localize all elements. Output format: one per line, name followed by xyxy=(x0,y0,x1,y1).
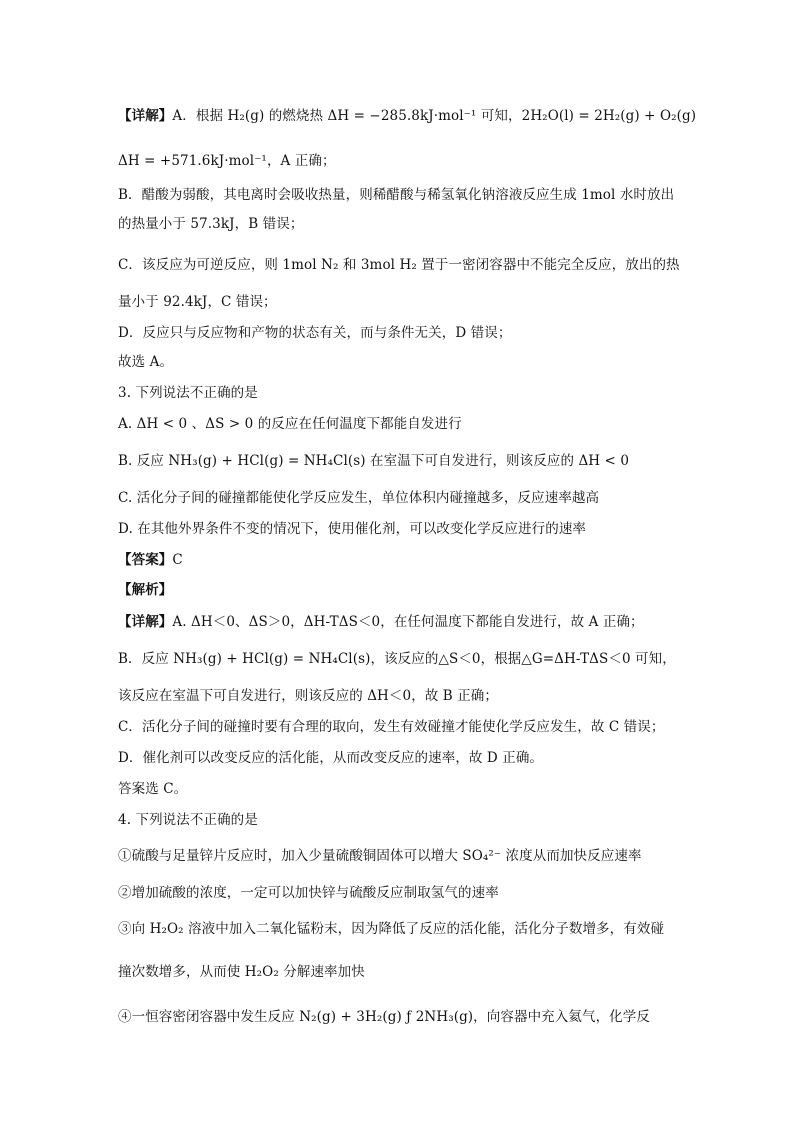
question-4-title: 4. 下列说法不正确的是 xyxy=(118,812,258,828)
statement-2: ②增加硫酸的浓度，一定可以加快锌与硫酸反应制取氢气的速率 xyxy=(118,885,499,901)
detail-label-2: 【详解】 xyxy=(118,614,173,630)
answer-label: 【答案】 xyxy=(118,552,173,568)
statement-1: ①硫酸与足量锌片反应时，加入少量硫酸铜固体可以增大 SO₄²⁻ 浓度从而加快反应速率 xyxy=(118,848,642,864)
option-b: B. 反应 NH₃(g) + HCl(g) = NH₄Cl(s) 在室温下可自发进行，则该反应的 ΔH < 0 xyxy=(118,453,630,469)
text-line-3: B．醋酸为弱酸，其电离时会吸收热量，则稀醋酸与稀氢氧化钠溶液反应生成 1mol 水时放出 xyxy=(118,187,675,203)
text-line-8: 故选 A。 xyxy=(118,354,174,370)
text-line-4: 的热量小于 57.3kJ，B 错误； xyxy=(118,216,304,232)
text-line-5: C．该反应为可逆反应，则 1mol N₂ 和 3mol H₂ 置于一密闭容器中不能完全反应，放出的热 xyxy=(118,257,680,273)
option-d: D. 在其他外界条件不变的情况下，使用催化剂，可以改变化学反应进行的速率 xyxy=(118,521,587,537)
detail-label: 【详解】 xyxy=(118,108,173,124)
text-line-21: 答案选 C。 xyxy=(118,781,188,797)
text-line-6: 量小于 92.4kJ，C 错误； xyxy=(118,294,277,310)
answer-line: 【答案】C xyxy=(118,552,183,568)
option-c: C. 活化分子间的碰撞都能使化学反应发生，单位体积内碰撞越多，反应速率越高 xyxy=(118,490,600,506)
question-3-title: 3. 下列说法不正确的是 xyxy=(118,385,258,401)
option-a: A. ΔH < 0 、ΔS > 0 的反应在任何温度下都能自发进行 xyxy=(118,416,462,432)
text-line-19: C．活化分子间的碰撞时要有合理的取向，发生有效碰撞才能使化学反应发生，故 C 错误； xyxy=(118,719,665,735)
text-line-20: D．催化剂可以改变反应的活化能，从而改变反应的速率，故 D 正确。 xyxy=(118,750,544,766)
analysis-label: 【解析】 xyxy=(118,582,173,598)
text-line-16: 【详解】A. ΔH＜0、ΔS＞0，ΔH-TΔS＜0，在任何温度下都能自发进行，故 A 正确； xyxy=(118,614,644,630)
text-line-17: B．反应 NH₃(g) + HCl(g) = NH₄Cl(s)，该反应的△S＜0，根据△G=ΔH-TΔS＜0 可知， xyxy=(118,651,676,667)
statement-3-line-2: 撞次数增多，从而使 H₂O₂ 分解速率加快 xyxy=(118,964,365,980)
text-line-18: 该反应在室温下可自发进行，则该反应的 ΔH＜0，故 B 正确； xyxy=(118,688,499,704)
text-line-1: 【详解】A．根据 H₂(g) 的燃烧热 ΔH = −285.8kJ·mol⁻¹ 可知，2H₂O(l) = 2H₂(g) + O₂(g) xyxy=(118,108,697,124)
statement-4: ④一恒容密闭容器中发生反应 N₂(g) + 3H₂(g) ƒ 2NH₃(g)，向容器中充入氦气，化学反 xyxy=(118,1009,650,1025)
analysis-line xyxy=(118,579,678,601)
text-line-7: D．反应只与反应物和产物的状态有关，而与条件无关，D 错误； xyxy=(118,325,512,341)
text-line-2: ΔH = +571.6kJ·mol⁻¹，A 正确； xyxy=(118,153,336,169)
statement-3-line-1: ③向 H₂O₂ 溶液中加入二氧化锰粉末，因为降低了反应的活化能，活化分子数增多，有效碰 xyxy=(118,921,665,937)
